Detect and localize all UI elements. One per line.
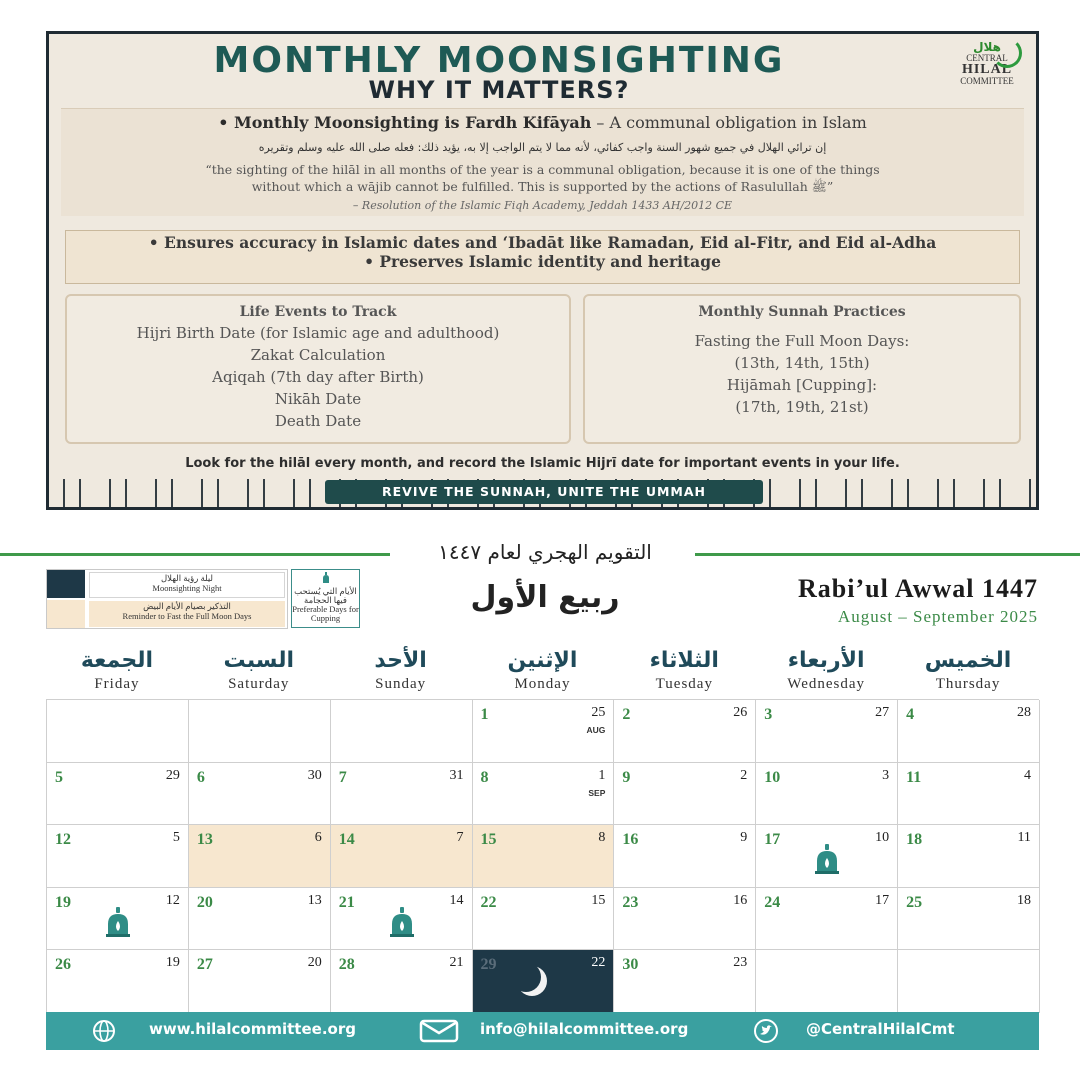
moonsighting-swatch [47,570,85,598]
email-link[interactable]: info@hilalcommittee.org [480,1020,689,1038]
day-cell[interactable] [756,763,898,826]
life-event-item: Zakat Calculation [250,346,386,364]
day-cell[interactable] [756,700,898,763]
hijri-date: 26 [55,956,71,974]
hijamah-label: Hijāmah [Cupping]: [726,376,878,394]
day-cell[interactable] [614,825,756,888]
twitter-link[interactable]: @CentralHilalCmt [806,1020,955,1038]
day-cell[interactable] [898,763,1040,826]
month-title: Rabi’ul Awwal 1447 [798,574,1038,603]
gregorian-month: AUG [586,725,606,735]
gregorian-date: 9 [740,830,748,846]
gregorian-date: 28 [1016,705,1031,720]
gregorian-date: 3 [882,767,890,783]
life-event-item: Hijri Birth Date (for Islamic age and adulthood) [136,324,500,342]
hijri-date: 18 [906,831,923,849]
day-cell[interactable] [898,700,1040,763]
day-cell[interactable] [614,700,756,763]
gregorian-date: 15 [591,892,606,908]
hijri-date: 7 [338,768,347,786]
weekday-ar: الأربعاء [787,648,865,673]
hijri-date: 15 [480,831,497,849]
obligation-line: • Monthly Moonsighting is Fardh Kifāyah – A communal obligation in Islam [218,113,867,132]
month-name-ar: ربيع الأول [470,580,620,615]
day-cell[interactable] [898,888,1040,951]
hijri-date: 16 [622,831,639,849]
hijri-date: 28 [338,956,355,974]
gregorian-date: 29 [165,767,180,783]
day-cell[interactable] [473,888,615,951]
hijri-date: 3 [764,706,773,723]
empty-day-cell [756,950,898,1013]
legend-full-moon: التذكير بصيام الأيام البيض Reminder to Fast the Full Moon Days [89,601,285,627]
gregorian-month: SEP [588,787,606,798]
gregorian-date: 30 [307,767,322,783]
hijri-date: 13 [196,831,213,849]
hijri-date: 12 [55,831,71,849]
gregorian-date: 13 [307,892,322,908]
revive-sunnah-banner: REVIVE THE SUNNAH, UNITE THE UMMAH [325,480,763,504]
day-cell[interactable] [614,888,756,951]
day-cell[interactable] [331,950,473,1013]
gregorian-date: 11 [1017,830,1031,846]
day-cell[interactable] [614,763,756,826]
sunnah-heading: Monthly Sunnah Practices [698,304,906,320]
empty-day-cell [898,950,1040,1013]
record-dates-note: Look for the hilāl every month, and record the Islamic Hijrī date for important events in your life. [185,456,900,471]
hijri-date: 9 [622,768,631,786]
hijri-date: 6 [196,768,205,786]
hijri-date: 22 [480,893,497,911]
hijri-date: 20 [196,893,213,911]
day-cell[interactable] [473,950,615,1013]
day-cell[interactable] [189,763,331,826]
weekday-header [755,646,897,692]
hijri-date: 30 [622,956,639,974]
sunnah-practices-box [583,294,1021,444]
full-moon-swatch [47,600,85,628]
day-cell[interactable] [189,950,331,1013]
cupping-icon [292,572,359,587]
day-cell[interactable] [47,888,189,951]
gregorian-date: 27 [875,705,890,720]
cupping-icon [387,906,417,938]
weekday-ar: الخميس [924,648,1012,673]
arabic-quote: إن ترائي الهلال في جميع شهور السنة واجب كفائي، لأنه مما لا يتم الواجب إلا به، يؤيد ذلك: فعله صلى الله عليه وسلم وتقريره [258,141,827,154]
fasting-days: (13th, 14th, 15th) [734,354,870,372]
day-cell[interactable] [331,763,473,826]
weekday-header [46,646,188,692]
gregorian-date: 10 [875,830,890,846]
hijri-date: 1 [480,706,489,723]
calendar-grid [46,699,1039,1012]
empty-day-cell [189,700,331,763]
gregorian-date: 26 [733,705,748,720]
life-events-box [65,294,571,444]
gregorian-date: 7 [456,830,464,846]
hijri-date: 5 [55,768,63,786]
hijri-calendar-title-ar: التقويم الهجري لعام ١٤٤٧ [438,540,652,564]
weekday-en: Wednesday [787,676,866,692]
globe-icon [91,1019,117,1043]
weekday-ar: الجمعة [80,648,153,673]
empty-day-cell [47,700,189,763]
hijri-date: 27 [196,956,213,974]
hijri-date: 24 [764,893,781,911]
gregorian-date: 2 [740,767,748,783]
day-cell[interactable] [756,825,898,888]
gregorian-date: 19 [165,955,180,971]
bullet-accuracy: • Ensures accuracy in Islamic dates and ‘Ibadāt like Ramadan, Eid al-Fitr, and Eid al-Adha [148,233,937,252]
empty-day-cell [331,700,473,763]
gregorian-date: 12 [165,892,180,908]
gregorian-date: 5 [172,830,180,846]
gregorian-date: 21 [449,955,464,971]
gregorian-date: 22 [591,955,606,971]
cupping-icon [103,906,133,938]
hijri-date: 10 [764,768,781,786]
day-cell[interactable] [473,700,615,763]
life-event-item: Nikāh Date [274,390,362,408]
weekday-header [613,646,755,692]
moonsighting-poster [46,31,1039,510]
day-cell[interactable] [898,825,1040,888]
twitter-icon [749,1019,783,1043]
hijri-date: 4 [906,706,915,723]
day-cell[interactable] [756,888,898,951]
hijri-date: 2 [622,706,631,723]
gregorian-date: 17 [875,892,890,908]
weekday-en: Thursday [935,676,1001,692]
crescent-logo-icon [992,38,1022,68]
header-divider-right [695,553,1080,556]
hijri-date: 29 [480,956,497,974]
gregorian-date: 23 [733,955,748,971]
fardh-kifayah-section [61,108,1024,216]
poster-title: MONTHLY MOONSIGHTING [213,40,785,81]
legend-cupping: الأيام التي يُستحب فيها الحجامة Preferable Days for Cupping [291,569,360,628]
day-cell[interactable] [614,950,756,1013]
gregorian-date: 25 [591,705,606,720]
weekday-ar: الأحد [374,648,427,673]
weekday-header [188,646,330,692]
day-cell[interactable] [189,825,331,888]
weekday-en: Monday [514,676,571,692]
weekday-header [330,646,472,692]
calendar-legend [46,569,288,629]
weekday-en: Saturday [228,676,290,692]
poster-subtitle: WHY IT MATTERS? [368,76,630,104]
hilal-committee-logo: هلال CENTRAL HILAL COMMITTEE [946,38,1028,110]
gregorian-date: 16 [733,892,748,908]
gregorian-date: 14 [449,892,464,908]
weekday-header [472,646,614,692]
fasting-label: Fasting the Full Moon Days: [694,332,910,350]
gregorian-date: 4 [1023,767,1031,783]
day-cell[interactable] [473,763,615,826]
hijamah-days: (17th, 19th, 21st) [735,398,869,416]
life-event-item: Death Date [274,412,362,430]
website-link[interactable]: www.hilalcommittee.org [149,1020,356,1038]
gregorian-date: 1 [598,767,606,783]
email-icon [419,1019,459,1043]
hijri-date: 19 [55,893,71,911]
header-divider-left [0,553,390,556]
weekday-header-row [46,646,1039,698]
weekday-ar: السبت [223,648,294,673]
day-cell[interactable] [47,763,189,826]
gregorian-date: 8 [598,830,606,846]
life-events-heading: Life Events to Track [239,304,397,320]
hijri-date: 11 [906,768,922,786]
day-cell[interactable] [189,888,331,951]
day-cell[interactable] [331,825,473,888]
gregorian-range: August – September 2025 [837,607,1038,626]
english-quote: “the sighting of the hilāl in all months of the year is a communal obligation, because it is one of the things without which a wājib cannot be fulfilled. This is supported by the actions of Rasulullah ﷺ” [205,162,880,194]
weekday-header [897,646,1039,692]
crescent-moon-icon [511,962,541,992]
gregorian-date: 20 [307,955,322,971]
day-cell[interactable] [331,888,473,951]
day-cell[interactable] [473,825,615,888]
quote-source: – Resolution of the Islamic Fiqh Academy, Jeddah 1433 AH/2012 CE [352,199,733,212]
gregorian-date: 6 [314,830,322,846]
day-cell[interactable] [47,950,189,1013]
weekday-en: Tuesday [655,676,713,692]
bullet-identity: • Preserves Islamic identity and heritage [364,252,721,271]
weekday-en: Friday [94,676,140,692]
hijri-date: 17 [764,831,781,849]
legend-moonsighting: ليلة رؤية الهلال Moonsighting Night [89,572,285,598]
weekday-en: Sunday [375,676,427,692]
gregorian-date: 31 [449,767,464,783]
cupping-icon [812,843,842,875]
hijri-date: 14 [338,831,355,849]
hijri-date: 25 [906,893,923,911]
hijri-date: 21 [338,893,355,911]
weekday-ar: الثلاثاء [649,648,719,673]
contact-footer [46,1012,1039,1050]
day-cell[interactable] [47,825,189,888]
hijri-date: 8 [480,768,489,786]
life-event-item: Aqiqah (7th day after Birth) [212,368,424,386]
hijri-date: 23 [622,893,639,911]
weekday-ar: الإثنين [507,648,578,673]
gregorian-date: 18 [1016,892,1031,908]
benefits-section [65,230,1020,284]
